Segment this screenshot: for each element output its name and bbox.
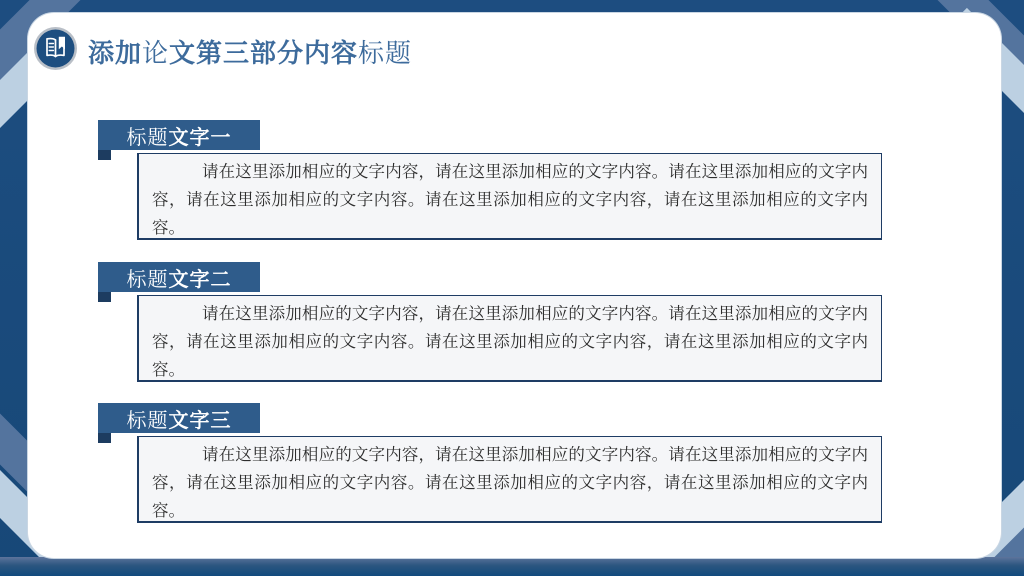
section-title-bold: 文字二 xyxy=(168,268,232,291)
page-title-part: 论 xyxy=(142,38,170,68)
section-title-light: 标题 xyxy=(126,409,169,432)
section-title-light: 标题 xyxy=(126,268,169,291)
section-3-title-bar xyxy=(98,403,260,433)
open-book-icon xyxy=(33,26,78,71)
section-2-accent-square xyxy=(98,292,111,302)
page-title xyxy=(88,33,412,70)
section-1 xyxy=(98,120,882,237)
bottom-bar xyxy=(0,557,1024,576)
section-title-light: 标题 xyxy=(126,126,169,149)
section-1-title-bar xyxy=(98,120,260,150)
section-2-title-bar xyxy=(98,262,260,292)
page-title-part: 文第三部分内容 xyxy=(169,38,359,68)
section-title-bold: 文字三 xyxy=(168,409,232,432)
section-3-body-text: 请在这里添加相应的文字内容，请在这里添加相应的文字内容。请在这里添加相应的文字内容，请在这里添加相应的文字内容。请在这里添加相应的文字内容，请在这里添加相应的文字内容。 xyxy=(152,446,868,520)
section-2 xyxy=(98,262,882,379)
section-3 xyxy=(98,403,882,520)
section-2-body-box xyxy=(137,295,882,382)
page-title-part: 标题 xyxy=(358,38,413,68)
section-1-body-text: 请在这里添加相应的文字内容，请在这里添加相应的文字内容。请在这里添加相应的文字内容，请在这里添加相应的文字内容。请在这里添加相应的文字内容，请在这里添加相应的文字内容。 xyxy=(152,163,868,237)
section-3-body-box xyxy=(137,436,882,523)
section-2-body-text: 请在这里添加相应的文字内容，请在这里添加相应的文字内容。请在这里添加相应的文字内容，请在这里添加相应的文字内容。请在这里添加相应的文字内容，请在这里添加相应的文字内容。 xyxy=(152,305,868,379)
page-title-part: 添加 xyxy=(88,38,143,68)
section-title-bold: 文字一 xyxy=(168,126,232,149)
section-3-accent-square xyxy=(98,433,111,443)
section-1-body-box xyxy=(137,153,882,240)
section-1-accent-square xyxy=(98,150,111,160)
